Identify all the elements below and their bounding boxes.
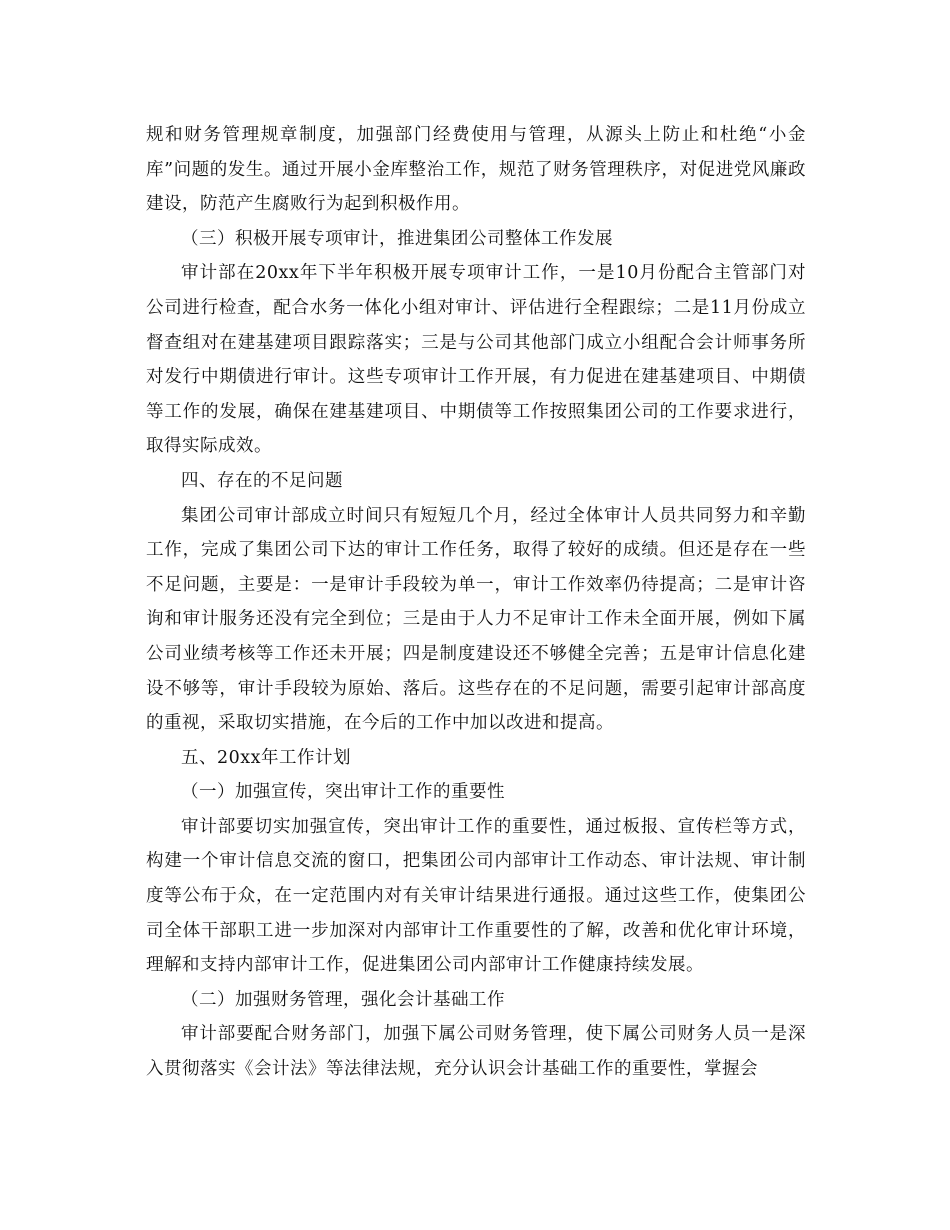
paragraph-shortcomings: 集团公司审计部成立时间只有短短几个月，经过全体审计人员共同努力和辛勤工作，完成了集团公司下达的审计工作任务，取得了较好的成绩。但还是存在一些不足问题，主要是：一是审计手段较为单一，审计工作效率仍待提高；二是审计咨询和审计服务还没有完全到位；三是由于人力不足审计工作未全面开展，例如下属公司业绩考核等工作还未开展；四是制度建设还不够健全完善；五是审计信息化建设不够等，审计手段较为原始、落后。这些存在的不足问题，需要引起审计部高度的重视，采取切实措施，在今后的工作中加以改进和提高。 xyxy=(146,505,806,734)
subheading-special-audit: （三）积极开展专项审计，推进集团公司整体工作发展 xyxy=(181,228,613,249)
paragraph-publicity: 审计部要切实加强宣传，突出审计工作的重要性，通过板报、宣传栏等方式，构建一个审计信息交流的窗口，把集团公司内部审计工作动态、审计法规、审计制度等公布于众，在一定范围内对有关审计结果进行通报。通过这些工作，使集团公司全体干部职工进一步加深对内部审计工作重要性的了解，改善和优化审计环境，理解和支持内部审计工作，促进集团公司内部审计工作健康持续发展。 xyxy=(146,816,806,976)
paragraph-financial-management: 审计部要配合财务部门，加强下属公司财务管理，使下属公司财务人员一是深入贯彻落实《会计法》等法律法规，充分认识会计基础工作的重要性，掌握会 xyxy=(146,1024,806,1080)
heading-work-plan: 五、20xx年工作计划 xyxy=(181,747,352,768)
heading-shortcomings: 四、存在的不足问题 xyxy=(181,470,343,491)
document-body xyxy=(146,118,806,1087)
subheading-publicity: （一）加强宣传，突出审计工作的重要性 xyxy=(181,782,505,803)
paragraph-special-audit: 审计部在20xx年下半年积极开展专项审计工作，一是10月份配合主管部门对公司进行检查，配合水务一体化小组对审计、评估进行全程跟综；二是11月份成立督查组对在建基建项目跟踪落实；三是与公司其他部门成立小组配合会计师事务所对发行中期债进行审计。这些专项审计工作开展，有力促进在建基建项目、中期债等工作的发展，确保在建基建项目、中期债等工作按照集团公司的工作要求进行，取得实际成效。 xyxy=(146,263,806,457)
subheading-financial-management: （二）加强财务管理，强化会计基础工作 xyxy=(181,989,505,1010)
paragraph-continuation: 规和财务管理规章制度，加强部门经费使用与管理，从源头上防止和杜绝“小金库”问题的发生。通过开展小金库整治工作，规范了财务管理秩序，对促进党风廉政建设，防范产生腐败行为起到积极作用。 xyxy=(146,125,806,215)
